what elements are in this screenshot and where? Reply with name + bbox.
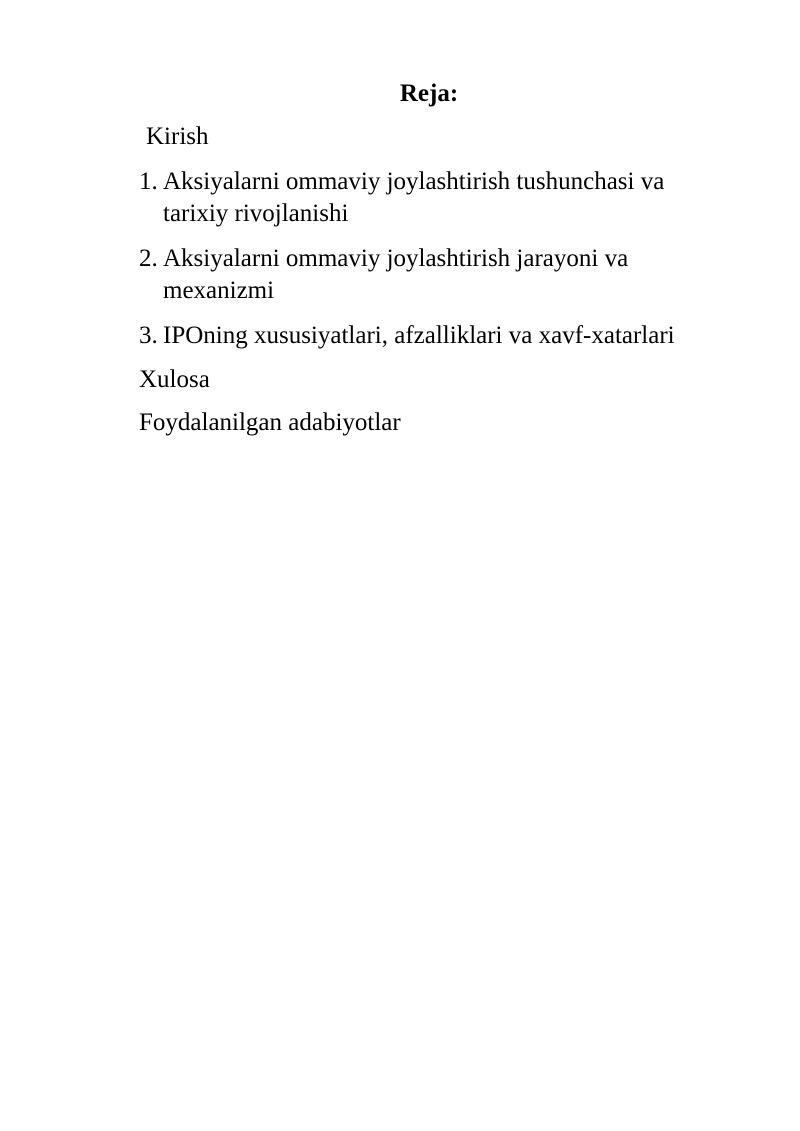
plan-item-2-number: 2. <box>139 245 158 272</box>
plan-item-1-number: 1. <box>139 168 158 195</box>
plan-item-1-line-2: tarixiy rivojlanishi <box>163 200 349 227</box>
plan-item-2-line-2: mexanizmi <box>163 277 275 304</box>
references-line: Foydalanilgan adabiyotlar <box>139 409 401 436</box>
plan-item-3-number: 3. <box>139 322 158 349</box>
plan-item-1-line-1: Aksiyalarni ommaviy joylashtirish tushunchasi va <box>163 168 665 195</box>
plan-item-2-line-1: Aksiyalarni ommaviy joylashtirish jarayoni va <box>163 245 629 272</box>
plan-item-3-line-1: IPOning xususiyatlari, afzalliklari va xavf-xatarlari <box>163 322 675 349</box>
plan-title: Reja: <box>399 80 459 107</box>
intro-line: Kirish <box>146 123 209 150</box>
conclusion-line: Xulosa <box>139 366 210 393</box>
